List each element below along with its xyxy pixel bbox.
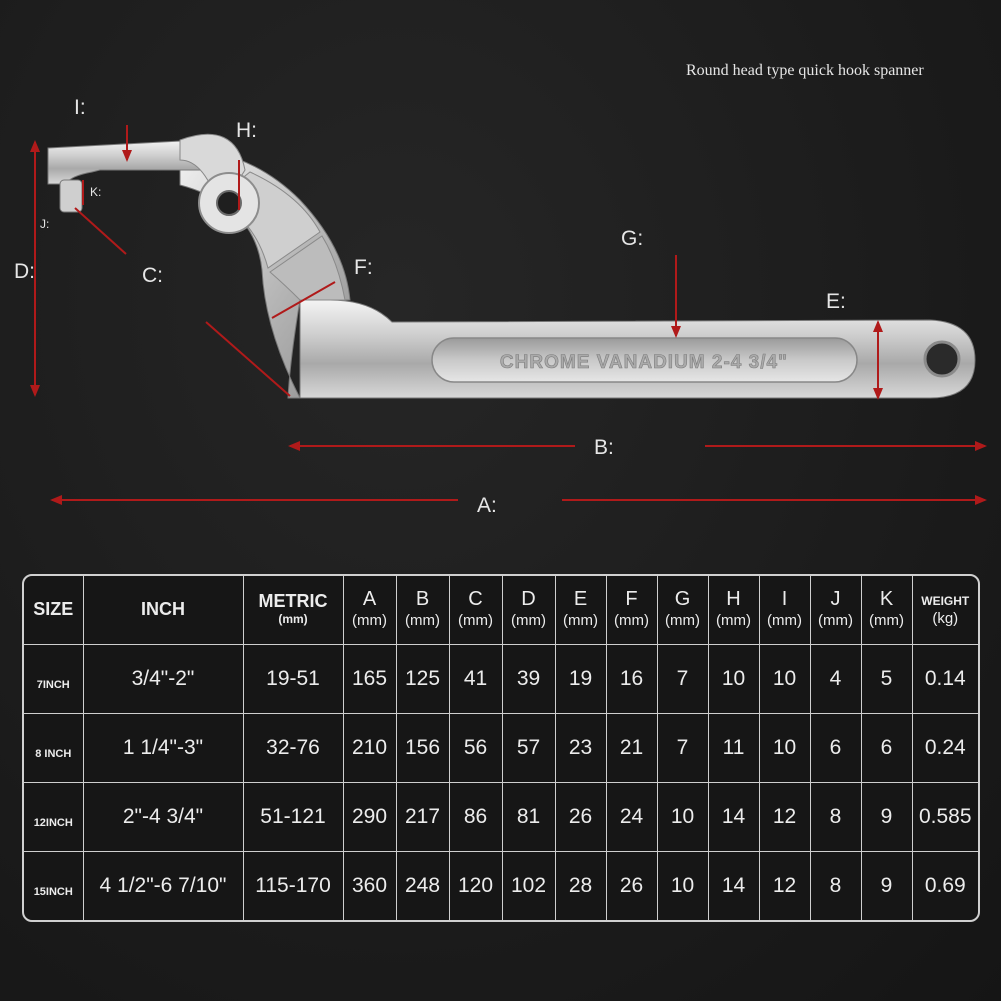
cell-g: 10: [657, 782, 708, 851]
cell-g: 10: [657, 851, 708, 920]
cell-j: 4: [810, 644, 861, 713]
cell-d: 57: [502, 713, 555, 782]
cell-g: 7: [657, 644, 708, 713]
cell-j: 8: [810, 851, 861, 920]
dim-label-f: F:: [354, 256, 373, 279]
cell-b: 248: [396, 851, 449, 920]
header-unit: (mm): [563, 611, 598, 629]
cell-e: 28: [555, 851, 606, 920]
cell-metric: 115-170: [243, 851, 343, 920]
table-body: [24, 644, 978, 920]
header-unit: (mm): [405, 611, 440, 629]
pivot-screw: [217, 191, 241, 215]
header-unit: (mm): [352, 611, 387, 629]
cell-b: 217: [396, 782, 449, 851]
cell-d: 102: [502, 851, 555, 920]
cell-c: 86: [449, 782, 502, 851]
cell-i: 12: [759, 851, 810, 920]
cell-e: 23: [555, 713, 606, 782]
dim-label-i: I:: [74, 96, 86, 119]
cell-c: 120: [449, 851, 502, 920]
header-letter: J: [830, 587, 841, 610]
header-a: [343, 576, 396, 644]
header-letter: C: [468, 587, 483, 610]
cell-metric: 19-51: [243, 644, 343, 713]
cell-g: 7: [657, 713, 708, 782]
header-i: [759, 576, 810, 644]
cell-e: 19: [555, 644, 606, 713]
cell-i: 10: [759, 713, 810, 782]
header-d: [502, 576, 555, 644]
header-letter: K: [879, 587, 894, 610]
header-letter: D: [521, 587, 536, 610]
cell-i: 12: [759, 782, 810, 851]
dim-label-h: H:: [236, 119, 257, 142]
cell-f: 26: [606, 851, 657, 920]
cell-inch: 4 1/2"-6 7/10": [83, 851, 243, 920]
dim-label-g: G:: [621, 227, 644, 250]
cell-j: 8: [810, 782, 861, 851]
cell-f: 21: [606, 713, 657, 782]
table-row: [24, 644, 978, 713]
cell-a: 210: [343, 713, 396, 782]
product-subtitle: Round head type quick hook spanner: [686, 62, 924, 79]
header-k: [861, 576, 912, 644]
dim-label-e: E:: [826, 290, 846, 313]
cell-c: 41: [449, 644, 502, 713]
cell-weight: 0.585: [912, 782, 978, 851]
cell-k: 5: [861, 644, 912, 713]
cell-size: 15INCH: [24, 851, 83, 920]
cell-size: 8 INCH: [24, 713, 83, 782]
spec-table: [22, 574, 980, 922]
cell-b: 156: [396, 713, 449, 782]
cell-i: 10: [759, 644, 810, 713]
header-unit: (mm): [818, 611, 853, 629]
cell-h: 11: [708, 713, 759, 782]
header-weight-unit: (kg): [932, 609, 959, 627]
handle-engraving: CHROME VANADIUM 2-4 3/4": [499, 352, 789, 373]
cell-metric: 51-121: [243, 782, 343, 851]
cell-inch: 1 1/4"-3": [83, 713, 243, 782]
cell-weight: 0.69: [912, 851, 978, 920]
cell-b: 125: [396, 644, 449, 713]
cell-e: 26: [555, 782, 606, 851]
table-header-row: [24, 576, 978, 644]
header-unit: (mm): [614, 611, 649, 629]
header-unit: (mm): [458, 611, 493, 629]
handle-end-hole: [925, 342, 959, 376]
header-unit: (mm): [767, 611, 802, 629]
hook-pin: [60, 180, 82, 212]
cell-k: 9: [861, 851, 912, 920]
cell-h: 14: [708, 851, 759, 920]
table-row: [24, 851, 978, 920]
header-b: [396, 576, 449, 644]
dim-label-d: D:: [14, 260, 35, 283]
cell-a: 360: [343, 851, 396, 920]
table-row: [24, 713, 978, 782]
header-letter: I: [781, 587, 788, 610]
cell-d: 39: [502, 644, 555, 713]
cell-size: 7INCH: [24, 644, 83, 713]
header-inch: INCH: [83, 576, 243, 644]
dim-label-b: B:: [594, 436, 614, 459]
cell-c: 56: [449, 713, 502, 782]
header-letter: B: [415, 587, 430, 610]
dim-label-j: J:: [40, 217, 50, 231]
header-unit: (mm): [511, 611, 546, 629]
cell-a: 165: [343, 644, 396, 713]
cell-f: 24: [606, 782, 657, 851]
header-letter: F: [625, 587, 638, 610]
cell-inch: 3/4"-2": [83, 644, 243, 713]
cell-metric: 32-76: [243, 713, 343, 782]
header-weight-label: WEIGHT: [921, 593, 970, 608]
cell-a: 290: [343, 782, 396, 851]
header-letter: G: [674, 587, 691, 610]
cell-d: 81: [502, 782, 555, 851]
header-unit: (mm): [665, 611, 700, 629]
header-letter: E: [573, 587, 588, 610]
cell-f: 16: [606, 644, 657, 713]
cell-inch: 2"-4 3/4": [83, 782, 243, 851]
header-letter: A: [362, 587, 377, 610]
header-unit: (mm): [869, 611, 904, 629]
header-letter: H: [726, 587, 741, 610]
dim-label-a: A:: [477, 494, 497, 517]
cell-h: 14: [708, 782, 759, 851]
cell-weight: 0.24: [912, 713, 978, 782]
cell-k: 6: [861, 713, 912, 782]
dim-line-c: [75, 208, 126, 254]
cell-h: 10: [708, 644, 759, 713]
header-metric-label: METRIC: [258, 590, 328, 611]
header-metric-unit: (mm): [278, 611, 308, 626]
table-row: [24, 782, 978, 851]
header-c: [449, 576, 502, 644]
dim-label-c: C:: [142, 264, 163, 287]
cell-size: 12INCH: [24, 782, 83, 851]
header-unit: (mm): [716, 611, 751, 629]
header-e: [555, 576, 606, 644]
header-weight: [912, 576, 978, 644]
header-size: SIZE: [24, 576, 83, 644]
cell-weight: 0.14: [912, 644, 978, 713]
header-metric: [243, 576, 343, 644]
header-g: [657, 576, 708, 644]
dim-label-k: K:: [90, 185, 102, 199]
cell-j: 6: [810, 713, 861, 782]
header-j: [810, 576, 861, 644]
header-f: [606, 576, 657, 644]
header-h: [708, 576, 759, 644]
cell-k: 9: [861, 782, 912, 851]
